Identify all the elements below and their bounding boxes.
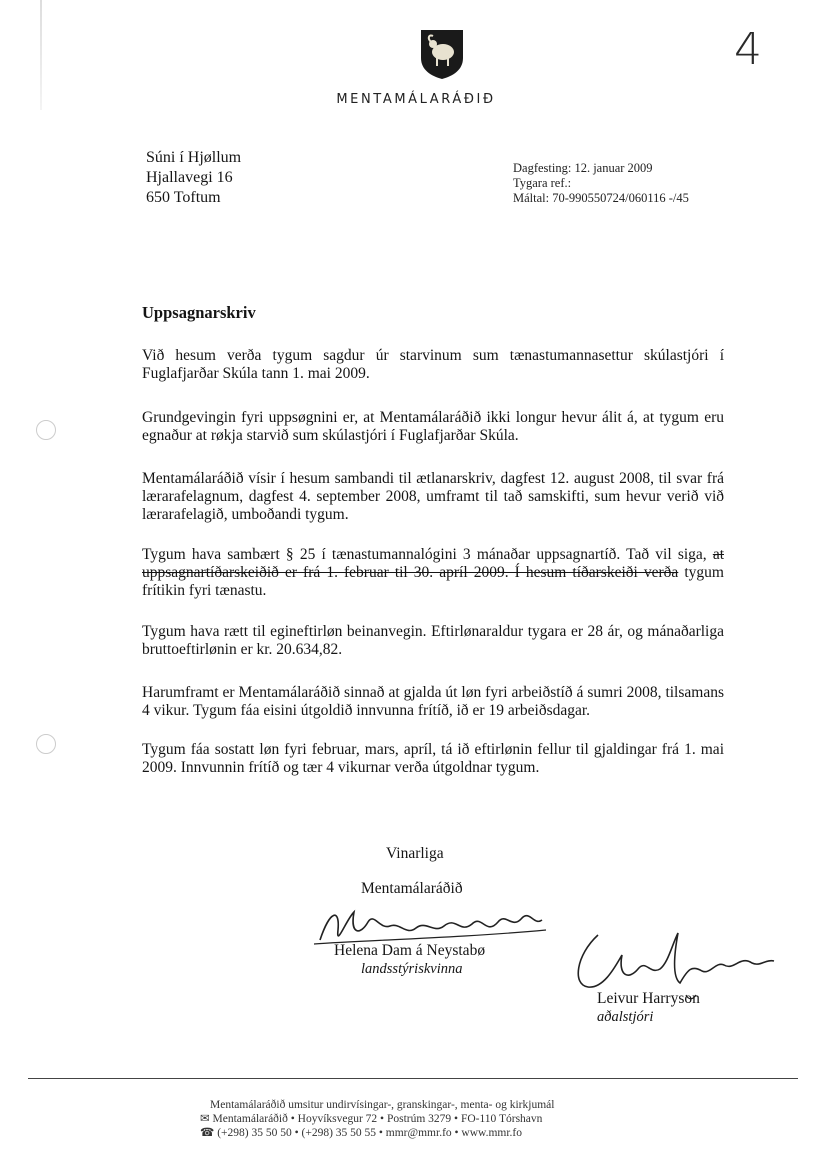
footer-line-1: Mentamálaráðið umsitur undirvísingar-, granskingar-, menta- og kirkjumál — [210, 1099, 555, 1111]
punch-hole — [36, 420, 56, 440]
case-number-line: Máltal: 70-990550724/060116 -/45 — [513, 191, 689, 205]
mail-icon: ✉ — [200, 1113, 213, 1125]
paragraph-text: Tygum hava rætt til egineftirløn beinanvegin. Eftirlønaraldur tygara er 28 ár, og mánaðarliga bruttoeftirlønin er kr. 20.634,82. — [142, 623, 724, 658]
recipient-name: Súni í Hjøllum — [146, 149, 242, 166]
footer-contacts: (+298) 35 50 50 • (+298) 35 50 55 • mmr@mmr.fo • www.mmr.fo — [217, 1127, 523, 1139]
footer — [200, 1098, 554, 1140]
paragraph-text: Tygum fáa sostatt løn fyri februar, mars, apríl, tá ið eftirlønin fellur til gjaldingar frá 1. mai 2009. Innvunnin frítíð og tær 4 vikurnar verða útgoldnar tygum. — [142, 741, 724, 776]
paragraph-text: Harumframt er Mentamálaráðið sinnað at gjalda út løn fyri arbeiðstíð á sumri 2008, tilsamans 4 vikur. Tygum fáa eisini útgoldið innvunna frítíð, ið er 19 arbeiðsdagar. — [142, 684, 724, 719]
footer-line-2 — [200, 1112, 554, 1126]
reference-block — [513, 161, 689, 206]
page-number: 4 — [734, 24, 762, 75]
paragraph-text — [142, 546, 724, 600]
paragraph-7 — [142, 741, 724, 777]
paragraph-5 — [142, 623, 724, 659]
paragraph-1 — [142, 347, 724, 383]
org-name: MENTAMÁLARÁÐIÐ — [336, 92, 496, 107]
recipient-street: Hjallavegi 16 — [146, 169, 233, 186]
date-line: Dagfesting: 12. januar 2009 — [513, 161, 653, 175]
paragraph-text: Við hesum verða tygum sagdur úr starvinum sum tænastumannasettur skúlastjóri í Fuglafjarðar Skúla tann 1. mai 2009. — [142, 347, 724, 382]
paragraph-4-end: tygum frítikin fyri tænastu. — [142, 564, 724, 599]
closing-greeting: Vinarliga — [386, 845, 444, 862]
recipient-city: 650 Toftum — [146, 189, 221, 206]
paragraph-4-start: Tygum hava sambært § 25 í tænastumannalógini 3 mánaðar uppsagnartíð. Tað vil siga, — [142, 546, 713, 563]
signer-2-name: Leivur Harryson — [597, 990, 700, 1007]
signer-1-title: landsstýriskvinna — [361, 961, 463, 977]
recipient-address — [146, 148, 241, 208]
paragraph-6 — [142, 684, 724, 720]
closing-org: Mentamálaráðið — [361, 880, 463, 897]
footer-line-3 — [200, 1126, 554, 1140]
signer-2-title: aðalstjóri — [597, 1009, 654, 1025]
letter-subject: Uppsagnarskriv — [142, 303, 256, 322]
your-ref-line: Tygara ref.: — [513, 176, 572, 190]
paragraph-3 — [142, 470, 724, 524]
paragraph-2 — [142, 409, 724, 445]
signer-1-name: Helena Dam á Neystabø — [334, 942, 486, 959]
handwritten-page-number — [728, 24, 788, 84]
struck-through-text: at uppsagnartíðarskeiðið er frá 1. februar til 30. apríl 2009. Í hesum tíðarskeiði verða — [142, 546, 724, 581]
paragraph-text: Grundgevingin fyri uppsøgnini er, at Mentamálaráðið ikki longur hevur álit á, at tygum eru egnaður at røkja starvið sum skúlastjóri í Fuglafjarðar Skúla. — [142, 409, 724, 444]
punch-hole — [36, 734, 56, 754]
footer-divider — [28, 1078, 798, 1079]
footer-address: Mentamálaráðið • Hoyvíksvegur 72 • Postrúm 3279 • FO-110 Tórshavn — [212, 1113, 543, 1125]
crest-icon — [419, 28, 465, 80]
paragraph-4 — [142, 546, 724, 600]
phone-icon: ☎ — [200, 1127, 218, 1139]
paragraph-text: Mentamálaráðið vísir í hesum sambandi til ætlanarskriv, dagfest 12. august 2008, til svar frá lærarafelagnum, dagfest 4. september 2008, umframt til tað samskifti, sum hevur verið við lærarafelagið, umboðandi tygum. — [142, 470, 724, 523]
